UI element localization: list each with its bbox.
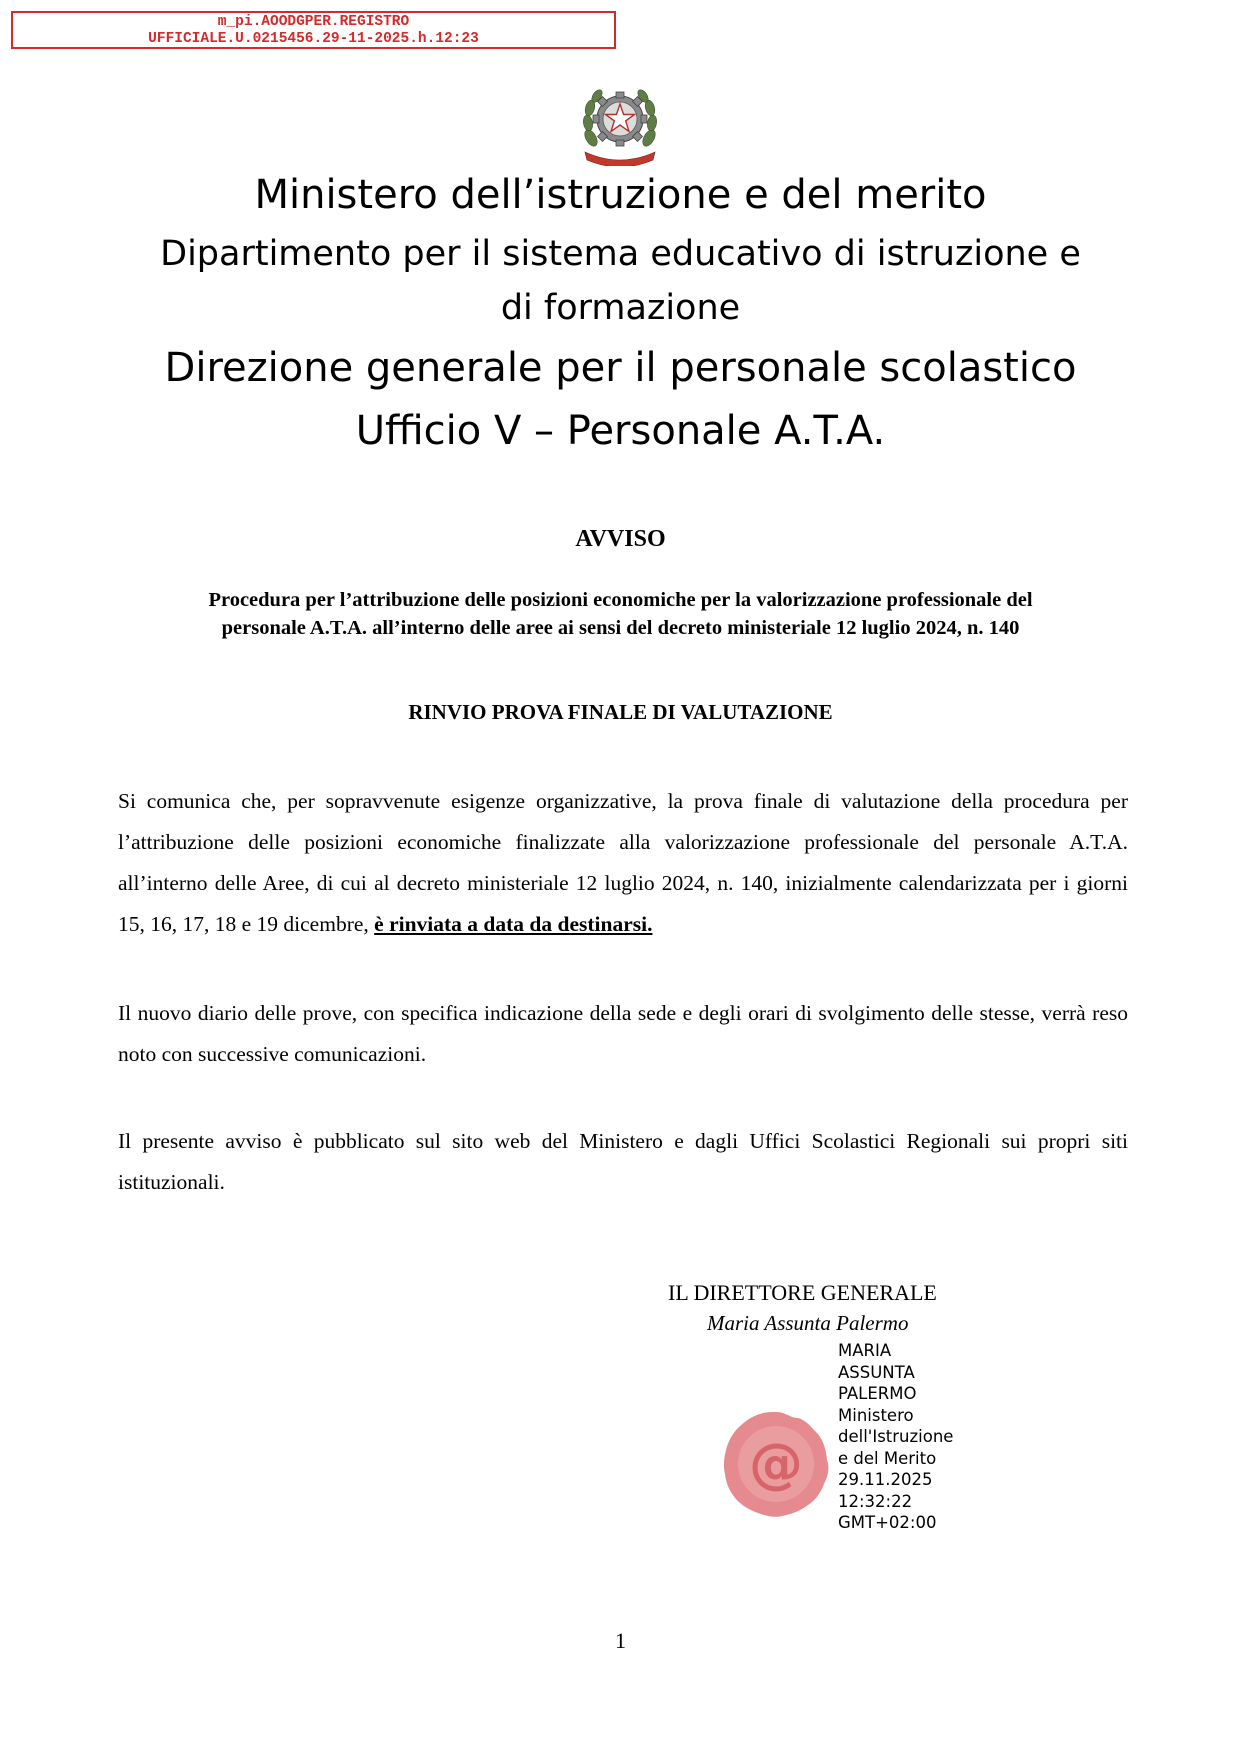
body-paragraph-3: Il presente avviso è pubblicato sul sito web del Ministero e dagli Uffici Scolastici Regionali sui propri siti istituzionali. [118, 1129, 1128, 1194]
signature-info-line: ASSUNTA [838, 1362, 915, 1382]
body-paragraph-2: Il nuovo diario delle prove, con specifica indicazione della sede e degli orari di svolgimento delle stesse, verrà reso noto con successive comunicazioni. [118, 1001, 1128, 1066]
direction-heading: Direzione generale per il personale scolastico [164, 345, 1077, 391]
department-heading-line2: di formazione [500, 288, 741, 328]
digital-signature-seal-icon [720, 1408, 832, 1520]
postponement-emphasis: è rinviata a data da destinarsi. [374, 912, 653, 936]
signature-info-line: GMT+02:00 [838, 1513, 937, 1532]
signature-info-line: 12:32:22 [838, 1491, 913, 1511]
procedure-title [60, 586, 1181, 642]
protocol-stamp-line2: UFFICIALE.U.0215456.29-11-2025.h.12:23 [148, 31, 479, 47]
procedure-title-line1: Procedura per l’attribuzione delle posizioni economiche per la valorizzazione professionale del [208, 589, 1033, 611]
procedure-title-line2: personale A.T.A. all’interno delle aree ai sensi del decreto ministeriale 12 luglio 2024, n. 140 [221, 617, 1020, 639]
ministry-heading: Ministero dell’istruzione e del merito [254, 172, 987, 218]
signer-name: Maria Assunta Palermo [707, 1311, 909, 1335]
signature-info [838, 1340, 953, 1534]
signature-info-line: PALERMO [838, 1384, 917, 1403]
protocol-stamp [11, 11, 616, 49]
signature-info-line: Ministero [838, 1405, 914, 1425]
signature-info-line: e del Merito [838, 1448, 937, 1468]
svg-text:@: @ [749, 1432, 803, 1495]
department-heading-line1: Dipartimento per il sistema educativo di istruzione e [160, 234, 1081, 274]
notice-title: AVVISO [575, 526, 666, 552]
signature-info-line: dell'Istruzione [838, 1427, 954, 1446]
protocol-stamp-line1: m_pi.AOODGPER.REGISTRO [217, 14, 410, 30]
subject-heading: RINVIO PROVA FINALE DI VALUTAZIONE [408, 700, 833, 724]
body-paragraph-1 [118, 781, 1128, 945]
body-paragraph-1-text: Si comunica che, per sopravvenute esigenze organizzative, la prova finale di valutazione della procedura per l’attribuzione delle posizioni economiche finalizzate alla valorizzazione professionale del personale A.T.A. all’interno delle Aree, di cui al decreto ministeriale 12 luglio 2024, n. 140, inizialmente calendarizzata per i giorni 15, 16, 17, 18 e 19 dicembre, [118, 789, 1128, 936]
page-number: 1 [615, 1628, 626, 1653]
repubblica-italiana-emblem-icon [581, 78, 659, 166]
office-heading: Ufficio V – Personale A.T.A. [355, 408, 886, 454]
signature-info-line: MARIA [838, 1341, 892, 1360]
signature-info-line: 29.11.2025 [838, 1470, 933, 1489]
signer-title: IL DIRETTORE GENERALE [668, 1280, 937, 1305]
